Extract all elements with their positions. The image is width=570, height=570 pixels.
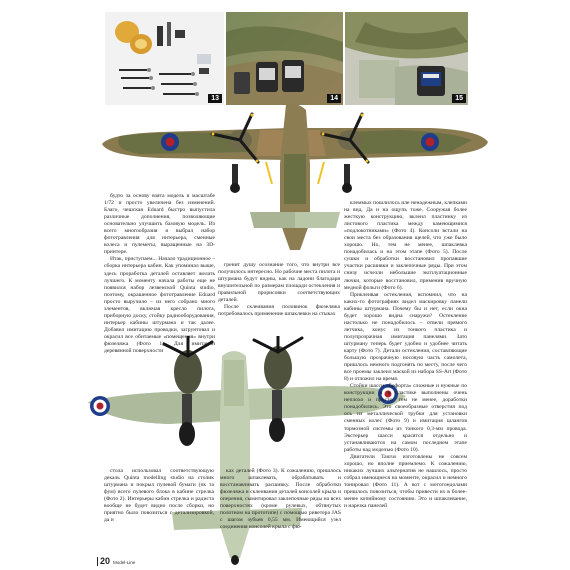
page-number: 20 [97, 557, 110, 566]
photo-number-15: 15 [452, 94, 466, 103]
paragraph: Итак, приступаем... Начало традиционное – сборка интерьера кабин. Как упоминал выше, здесь проработка деталей оставляет желать лучшего. К моменту начала работы еще не появился набор лезвенской Quinta studio, поэтому, окрашенное фототравление Eduard просто выручило – из него собрано много элементов, включая кресло пилота, приборную доску, стойку радиооборудования, интерьер кабины штурмана и так далее. Добавил имитацию проводки, загрунтовал и окрасил все обитаемые «помещения» внутри фюзеляжа (Фото 1). Для имитации деревянной поверхности [104, 256, 215, 355]
paragraph: Двигатели Taurus изготовлены не совсем хорошо, но вполне приемлемо. К сожалению, никаких лучших альтернатив не нашлось, просто собрал имеющиеся на моменте, окрасил и немного тонировал (Фото 11). А вот с мотогондолами пришлось повозиться, чтобы привести их в более-менее копийному состоянию. Это и шпаклевание, и нарезка панелей [344, 453, 467, 510]
magazine-name: Model-Line [113, 560, 136, 565]
paragraph: Приклеивая остекления, вспомнил, что на каких-то фотографиях видел маскировку панели кабины штурмана. Почему бы и нет, если окна будет хорошо видна снаружи? Остекление настолько не понадобилось – отвели прямого летчика, конус из тонкого пластика и полупрозрачная имитация панелями. Зато штурману теперь будет удобно и удобнее читать карту (Фото 7). Детали остекления, составляющие большую прозрачную носовую часть самолета, пришлось немного подгонять по месту, после чего все проемы заклеил маской из набора SS-Art (Фото 8) и отложил на время. [344, 291, 467, 383]
paragraph: будто за основу взята модель в масштабе 1/72 и просто увеличена без изменений. Благо, чешская Eduard быстро выпустила различные дополнения, позволяющие основательно улучшить базовую модель. Из всего многообразия я выбрал набор фототравления для интерьера, сменные колеса и пулеметы, выращенные на 3D-принтере. [104, 193, 215, 256]
page-folio [97, 557, 135, 566]
paragraph: гренит душу осознание того, что внутри все получилось интересно. Но рабочие места пилота и штурмана будут видны, как на ладони благодаря внушительной по размерам площади остекления и правильной прорисовки соответствующих деталей. [218, 262, 340, 304]
paragraph: После склеивания половинок фюзеляжа потребовалось применение шпаклевки на стыках [218, 304, 340, 318]
photo-13 [105, 12, 224, 105]
photo-14 [226, 12, 343, 105]
column-b-bottom [220, 468, 341, 558]
column-a-bottom [104, 468, 214, 554]
photo-number-13: 13 [208, 94, 222, 103]
column-b-top [218, 262, 340, 347]
photoetched-parts-photo-icon [105, 12, 224, 105]
photo-number-14: 14 [327, 94, 341, 103]
paint-jars-photo-icon [226, 12, 343, 105]
photo-15 [345, 12, 468, 105]
column-c [344, 200, 467, 565]
paragraph: Стойки шасси «Бофорта» сложные и нужные по конструкции и в пластике выполнены очень неплохо и просто, тем не менее, доработки понадобились. Это своеобразные отверстия под ось из металлической трубки для установки сменных колес (Фото 9) и имитация шлангов тормозной системы из тонкого 0,3-мм провода. Экстерьер шасси красятся отдельно и устанавливаются на самом последнем этапе работы над моделью (Фото 10). [344, 383, 467, 453]
painted-model-photo-icon [345, 12, 468, 105]
paragraph: стола использовал соответствующую декаль Quinta modelling studio на столик штурмана и покрыл пулевой бумаги (пк та фум) всего пулевого блока в кабине стрелка (Фото 2). Интерьеры кабин стрелка и радиста вообще не будет видно после сборки, но приятно было повозиться с детализировкой, да и [104, 468, 214, 524]
paragraph: ках деталей (Фото 3). К сожалению, пришлось много шпаклевать, обрабатывать и восстанавливать расшивку. После обработки фюзеляжа и склеивания деталей консолей крыла и оперения, сымитировал заклепочные ряды на всех поверхностях (кроме рулевых, обтянутых полотном на прототипе) с помощью риветера JAS с шагом зубьев 0,55 мм. Имеющийся узел соединения консолей крыла с фю- [220, 468, 341, 531]
paragraph: клеммых пошлилось иле ненадежным, клепками на вид. Да и на ощупь тоже. Сооружая более жесткую конструкцию, вклеил пластинку из листового пластика между камеющимися «подлокотниками» (Фото 4). Консоли встали на свои места без образования щелей, что уже было хорошо. Но, тем не менее, шпаклевка понадобилась и на этом этапе (Фото 5). После сушки и обработки восстановил пропавшие участки расшивки и заклепочные ряды. При этом снизу исчезли небольшие эксплуатационные лючки, которые восстановил, применив вручную медной фольги (Фото 6). [344, 200, 467, 291]
column-a-top [104, 193, 215, 368]
